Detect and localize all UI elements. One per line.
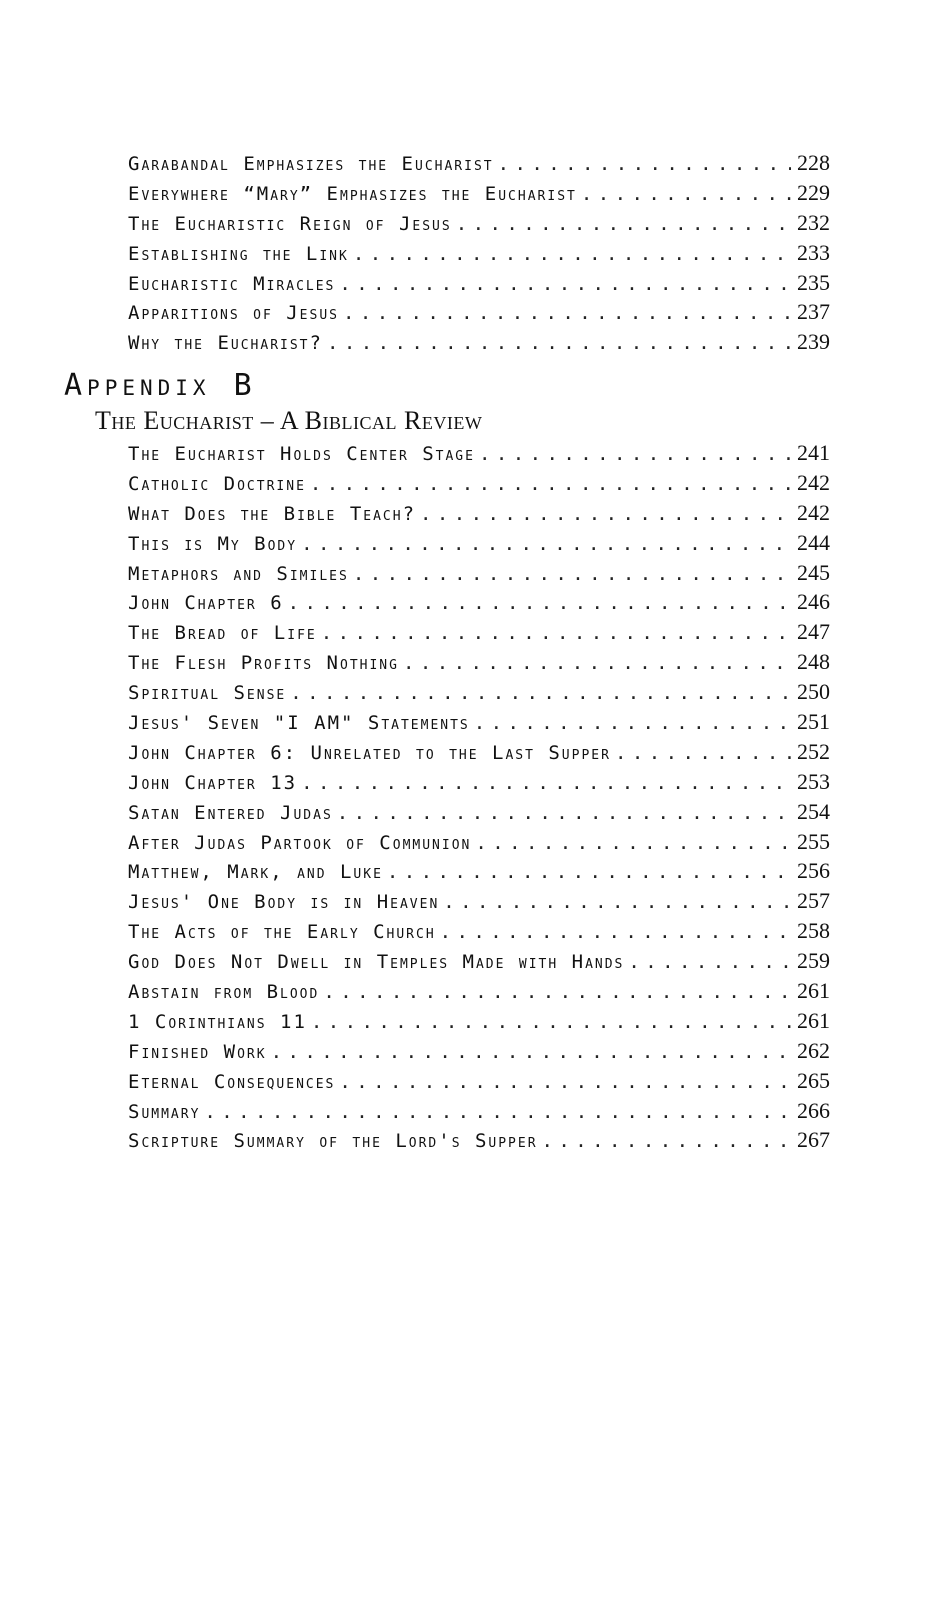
toc-entry-title: Satan Entered Judas (128, 801, 333, 824)
toc-entry-title: The Bread of Life (128, 622, 317, 645)
dot-leader (204, 1098, 791, 1126)
dot-leader (440, 918, 791, 946)
toc-entry-page: 261 (797, 978, 830, 1004)
toc-entry-title: Metaphors and Similes (128, 562, 349, 585)
toc-entry (128, 468, 830, 498)
toc-entry (128, 178, 830, 208)
dot-leader (353, 240, 791, 268)
toc-entry-title: Jesus' One Body is in Heaven (128, 891, 440, 914)
dot-leader (420, 500, 791, 528)
toc-entry-title: Establishing the Link (128, 242, 349, 265)
toc-entry (128, 498, 830, 528)
toc-entry-title: Eternal Consequences (128, 1070, 336, 1093)
toc-entry-page: 245 (797, 559, 830, 585)
toc-entry (128, 946, 830, 976)
dot-leader (310, 470, 791, 498)
dot-leader (301, 769, 791, 797)
toc-entry-page: 258 (797, 918, 830, 944)
dot-leader (479, 440, 791, 468)
dot-leader (339, 1068, 791, 1096)
appendix-subtitle: The Eucharist – A Biblical Review (95, 406, 483, 435)
toc-entry-page: 229 (797, 179, 830, 205)
toc-entry-page: 247 (797, 619, 830, 645)
toc-entry-title: The Eucharistic Reign of Jesus (128, 212, 452, 235)
toc-entry-page: 255 (797, 828, 830, 854)
toc-entry-title: Summary (128, 1100, 201, 1123)
toc-entry (128, 238, 830, 268)
toc-entry-title: Scripture Summary of the Lord's Supper (128, 1130, 538, 1153)
toc-entry-title: Jesus' Seven "I AM" Statements (128, 712, 470, 735)
toc-entry-page: 237 (797, 299, 830, 325)
dot-leader (311, 1008, 791, 1036)
toc-entry (128, 707, 830, 737)
toc-entry-page: 248 (797, 649, 830, 675)
dot-leader (290, 679, 791, 707)
toc-entry-title: The Eucharist Holds Center Stage (128, 443, 475, 465)
toc-entry (128, 976, 830, 1006)
dot-leader (288, 589, 791, 617)
toc-entry-title: Garabandal Emphasizes the Eucharist (128, 153, 494, 175)
toc-entry-title: Spiritual Sense (128, 682, 287, 705)
dot-leader (542, 1127, 791, 1155)
dot-leader (581, 180, 791, 208)
toc-entry-page: 259 (797, 948, 830, 974)
toc-entry-page: 267 (797, 1127, 830, 1153)
toc-entry-title: Abstain from Blood (128, 981, 320, 1004)
toc-entry-page: 261 (797, 1007, 830, 1033)
toc-entry (128, 1125, 830, 1155)
toc-entry-page: 257 (797, 888, 830, 914)
toc-entry-title: Eucharistic Miracles (128, 272, 336, 295)
dot-leader (474, 709, 791, 737)
toc-entry-title: After Judas Partook of Communion (128, 831, 472, 854)
dot-leader (301, 530, 791, 558)
toc-entry (128, 856, 830, 886)
dot-leader (443, 888, 791, 916)
toc-entry (128, 558, 830, 588)
toc-entry-page: 253 (797, 768, 830, 794)
toc-entry-page: 256 (797, 858, 830, 884)
toc-entry (128, 327, 830, 357)
toc-entry-title: Apparitions of Jesus (128, 302, 339, 325)
dot-leader (628, 948, 791, 976)
toc-entry-title: The Flesh Profits Nothing (128, 652, 399, 675)
toc-entry (128, 148, 830, 178)
toc-entry (128, 617, 830, 647)
dot-leader (456, 210, 791, 238)
toc-entry-page: 241 (797, 440, 830, 465)
dot-leader (323, 978, 791, 1006)
toc-entry-page: 232 (797, 209, 830, 235)
toc-entry-title: John Chapter 6: Unrelated to the Last Supper (128, 741, 611, 764)
dot-leader (321, 619, 791, 647)
dot-leader (337, 799, 791, 827)
toc-entry-page: 265 (797, 1067, 830, 1093)
toc-entry (128, 1036, 830, 1066)
toc-entry (128, 797, 830, 827)
toc-entry-page: 254 (797, 798, 830, 824)
toc-entry-page: 242 (797, 499, 830, 525)
toc-entry (128, 647, 830, 677)
toc-entry-page: 235 (797, 269, 830, 295)
toc-entry-title: 1 Corinthians 11 (128, 1010, 307, 1033)
dot-leader (343, 299, 791, 327)
toc-entry (128, 268, 830, 298)
toc-entry (128, 587, 830, 617)
dot-leader (615, 739, 791, 767)
toc-list-appendix (128, 438, 830, 1155)
toc-entry (128, 1066, 830, 1096)
toc-entry-title: John Chapter 6 (128, 592, 284, 615)
toc-entry (128, 827, 830, 857)
toc-entry-page: 262 (797, 1037, 830, 1063)
appendix-heading: Appendix B (64, 368, 257, 403)
toc-entry-page: 251 (797, 709, 830, 735)
toc-entry (128, 767, 830, 797)
toc-entry-page: 246 (797, 589, 830, 615)
toc-entry-title: John Chapter 13 (128, 771, 298, 794)
toc-entry (128, 737, 830, 767)
dot-leader (327, 329, 791, 357)
dot-leader (271, 1038, 791, 1066)
dot-leader (387, 858, 791, 886)
toc-entry (128, 438, 830, 468)
toc-entry-title: Matthew, Mark, and Luke (128, 861, 383, 884)
toc-entry (128, 297, 830, 327)
toc-entry-title: Everywhere “Mary” Emphasizes the Eucharist (128, 182, 577, 205)
toc-entry-page: 233 (797, 239, 830, 265)
toc-entry-title: God Does Not Dwell in Temples Made with Hands (128, 951, 625, 974)
toc-entry (128, 208, 830, 238)
toc-entry-title: The Acts of the Early Church (128, 921, 436, 944)
toc-entry-page: 239 (797, 329, 830, 355)
toc-entry-page: 244 (797, 529, 830, 555)
toc-entry-title: Finished Work (128, 1040, 267, 1063)
toc-entry (128, 1096, 830, 1126)
toc-entry-title: What Does the Bible Teach? (128, 502, 417, 525)
dot-leader (353, 560, 791, 588)
toc-entry (128, 677, 830, 707)
toc-entry-page: 252 (797, 738, 830, 764)
toc-entry-page: 242 (797, 469, 830, 495)
toc-entry (128, 528, 830, 558)
toc-entry (128, 886, 830, 916)
toc-entry (128, 1006, 830, 1036)
dot-leader (403, 649, 791, 677)
dot-leader (498, 150, 791, 178)
toc-list-top (128, 148, 830, 357)
toc-entry-title: Catholic Doctrine (128, 472, 306, 495)
dot-leader (475, 829, 791, 857)
toc-entry (128, 916, 830, 946)
toc-entry-title: Why the Eucharist? (128, 332, 323, 355)
toc-entry-page: 266 (797, 1097, 830, 1123)
dot-leader (339, 270, 791, 298)
toc-entry-page: 228 (797, 150, 830, 175)
toc-entry-title: This is My Body (128, 532, 298, 555)
toc-entry-page: 250 (797, 679, 830, 705)
